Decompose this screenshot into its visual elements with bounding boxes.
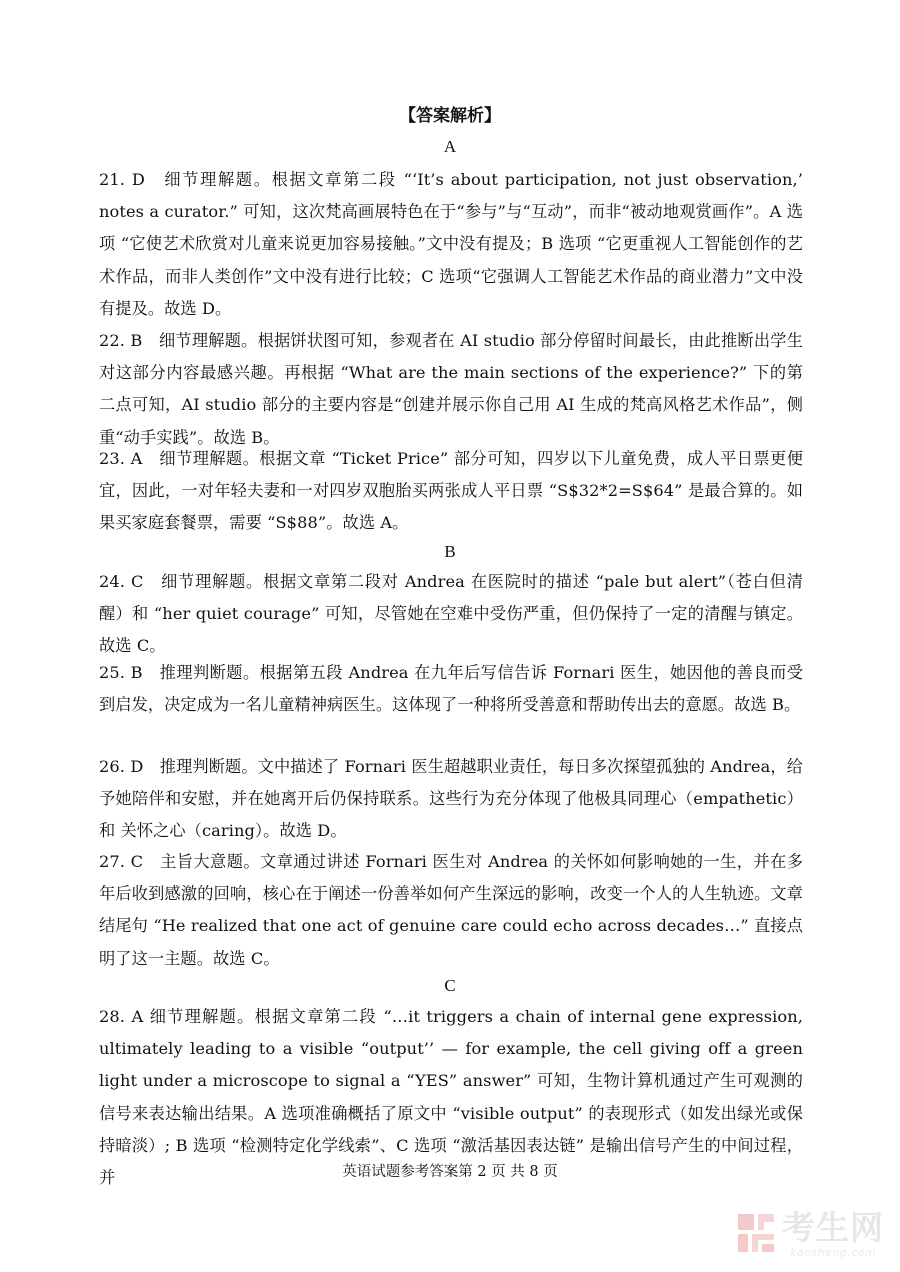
answer-paragraph-23: 23. A 细节理解题。根据文章 “Ticket Price” 部分可知，四岁以下儿童免费，成人平日票更便宜，因此，一对年轻夫妻和一对四岁双胞胎买两张成人平日票 “S$32*2=S$64” 是最合算的。如果买家庭套餐票，需要 “S$88”。故选 A。 [99, 449, 803, 533]
page-footer: 英语试题参考答案第 2 页 共 8 页 [342, 1164, 558, 1180]
answer-paragraph-25: 25. B 推理判断题。根据第五段 Andrea 在九年后写信告诉 Fornari 医生，她因他的善良而受到启发，决定成为一名儿童精神病医生。这体现了一种将所受善意和帮助传出去的意愿。故选 B。 [99, 663, 803, 715]
section-label-c: C [444, 976, 456, 995]
answer-paragraph-24: 24. C 细节理解题。根据文章第二段对 Andrea 在医院时的描述 “pale but alert”（苍白但清醒）和 “her quiet courage” 可知，尽管她在空难中受伤严重，但仍保持了一定的清醒与镇定。故选 C。 [99, 572, 803, 656]
section-label-a: A [443, 137, 457, 156]
answer-paragraph-22: 22. B 细节理解题。根据饼状图可知，参观者在 AI studio 部分停留时间最长，由此推断出学生对这部分内容最感兴趣。再根据 “What are the main sections of the experience?” 下的第二点可知，AI studio 部分的主要内容是“创建并展示你自己用 AI 生成的梵高风格艺术作品”，侧重“动手实践”。故选 B。 [99, 331, 803, 447]
kaosheng-logo-icon [734, 1208, 778, 1258]
watermark [734, 1208, 884, 1266]
page-title: 【答案解析】 [399, 106, 501, 126]
section-label-b: B [444, 542, 456, 561]
answer-paragraph-26: 26. D 推理判断题。文中描述了 Fornari 医生超越职业责任，每日多次探望孤独的 Andrea，给予她陪伴和安慰，并在她离开后仍保持联系。这些行为充分体现了他极具同理心（empathetic） 和 关怀之心（caring）。故选 D。 [99, 757, 803, 841]
answer-paragraph-27: 27. C 主旨大意题。文章通过讲述 Fornari 医生对 Andrea 的关怀如何影响她的一生，并在多年后收到感激的回响，核心在于阐述一份善举如何产生深远的影响，改变一个人的人生轨迹。文章结尾句 “He realized that one act of genuine care could echo across decades…” 直接点明了这一主题。故选 C。 [99, 852, 803, 968]
answer-paragraph-21: 21. D 细节理解题。根据文章第二段 “‘It’s about participation, not just observation,’ notes a curator.” 可知，这次梵高画展特色在于“参与”与“互动”，而非“被动地观赏画作”。A 选项 “它使艺术欣赏对儿童来说更加容易接触。”文中没有提及；B 选项 “它更重视人工智能创作的艺术作品，而非人类创作”文中没有进行比较；C 选项“它强调人工智能艺术作品的商业潜力”文中没有提及。故选 D。 [99, 170, 803, 318]
watermark-url: kaosheng.com [790, 1246, 877, 1259]
answer-paragraph-28: 28. A 细节理解题。根据文章第二段 “…it triggers a chain of internal gene expression, ultimately leading to a visible “output’’ — for example, the cell giving off a green light under a microscope to signal a “YES” answer” 可知，生物计算机通过产生可观测的信号来表达输出结果。A 选项准确概括了原文中 “visible output” 的表现形式（如发出绿光或保持暗淡）; B 选项 “检测特定化学线索”、C 选项 “激活基因表达链” 是输出信号产生的中间过程，并 [99, 1007, 803, 1188]
watermark-brand: 考生网 [782, 1208, 884, 1247]
